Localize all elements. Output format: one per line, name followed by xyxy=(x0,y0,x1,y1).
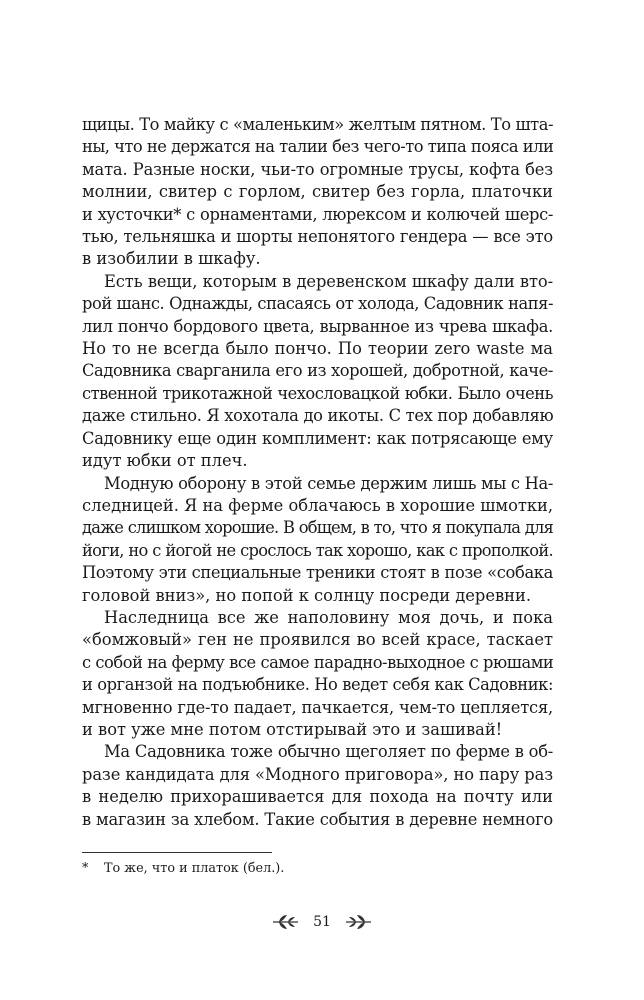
text-line: щицы. То майку с «маленьким» желтым пятном. То шта- xyxy=(82,115,553,134)
text-line: в неделю прихорашивается для похода на почту или xyxy=(82,787,553,807)
text-line: в магазин за хлебом. Такие события в деревне немного xyxy=(82,809,553,829)
paragraph-4 xyxy=(82,607,553,741)
text-line: рой шанс. Однажды, спасаясь от холода, Садовник напя- xyxy=(82,294,553,314)
text-line: мгновенно где-то падает, пачкается, чем-то цепляется, xyxy=(82,697,553,717)
paragraph-3 xyxy=(82,473,553,607)
footnote-text: То же, что и платок (бел.). xyxy=(104,861,285,876)
footnote xyxy=(82,860,284,878)
leaf-sprig-icon xyxy=(343,913,373,931)
page-footer xyxy=(0,912,644,932)
footnote-divider xyxy=(82,852,272,853)
text-line: головой вниз», но попой к солнцу посреди деревни. xyxy=(82,585,532,605)
text-line: и вот уже мне потом отстирывай это и зашивай! xyxy=(82,719,503,739)
text-line: даже слишком хорошие. В общем, в то, что я покупала для xyxy=(82,518,553,538)
paragraph-1 xyxy=(82,114,553,271)
text-line: и хусточки* с орнаментами, люрексом и колючей шерс- xyxy=(82,204,553,224)
text-line: идут юбки от плеч. xyxy=(82,451,248,471)
main-text xyxy=(82,114,553,831)
text-line: с собой на ферму все самое парадно-выходное с рюшами xyxy=(82,652,554,672)
text-line: и органзой на подъюбнике. Но ведет себя как Садовник: xyxy=(82,675,554,695)
text-line: Есть вещи, которым в деревенском шкафу дали вто- xyxy=(104,271,553,291)
text-line: Ма Садовника тоже обычно щеголяет по ферме в об- xyxy=(104,742,553,762)
page-number: 51 xyxy=(313,914,331,930)
leaf-sprig-icon xyxy=(271,913,301,931)
text-line: Наследница все же наполовину моя дочь, и пока xyxy=(104,607,553,627)
text-line: в изобилии в шкафу. xyxy=(82,249,261,269)
text-line: даже стильно. Я хохотала до икоты. С тех пор добавляю xyxy=(82,406,554,426)
paragraph-2 xyxy=(82,271,553,473)
text-line: Поэтому эти специальные треники стоят в позе «собака xyxy=(82,563,553,583)
text-line: мата. Разные носки, чьи-то огромные трусы, кофта без xyxy=(82,159,553,179)
text-line: разе кандидата для «Модного приговора», но пару раз xyxy=(82,764,553,784)
text-line: ны, что не держатся на талии без чего-то типа пояса или xyxy=(82,137,554,157)
paragraph-5 xyxy=(82,741,553,831)
footnote-marker: * xyxy=(82,861,89,876)
text-line: Модную оборону в этой семье держим лишь мы с На- xyxy=(104,473,554,493)
text-line: «бомжовый» ген не проявился во всей красе, таскает xyxy=(82,630,553,650)
text-line: Садовнику еще один комплимент: как потрясающе ему xyxy=(82,428,553,448)
text-line: йоги, но с йогой не срослось так хорошо, как с прополкой. xyxy=(82,540,553,560)
text-line: лил пончо бордового цвета, вырванное из чрева шкафа. xyxy=(82,316,553,336)
text-line: следницей. Я на ферме облачаюсь в хорошие шмотки, xyxy=(82,495,554,515)
text-line: Но то не всегда было пончо. По теории zero waste ма xyxy=(82,339,553,359)
text-line: тью, тельняшка и шорты непонятого гендера — все это xyxy=(82,227,553,247)
text-line: ственной трикотажной чехословацкой юбки. Было очень xyxy=(82,383,553,403)
text-line: Садовника сварганила его из хорошей, добротной, каче- xyxy=(82,361,553,381)
text-line: молнии, свитер с горлом, свитер без горла, платочки xyxy=(82,182,553,202)
